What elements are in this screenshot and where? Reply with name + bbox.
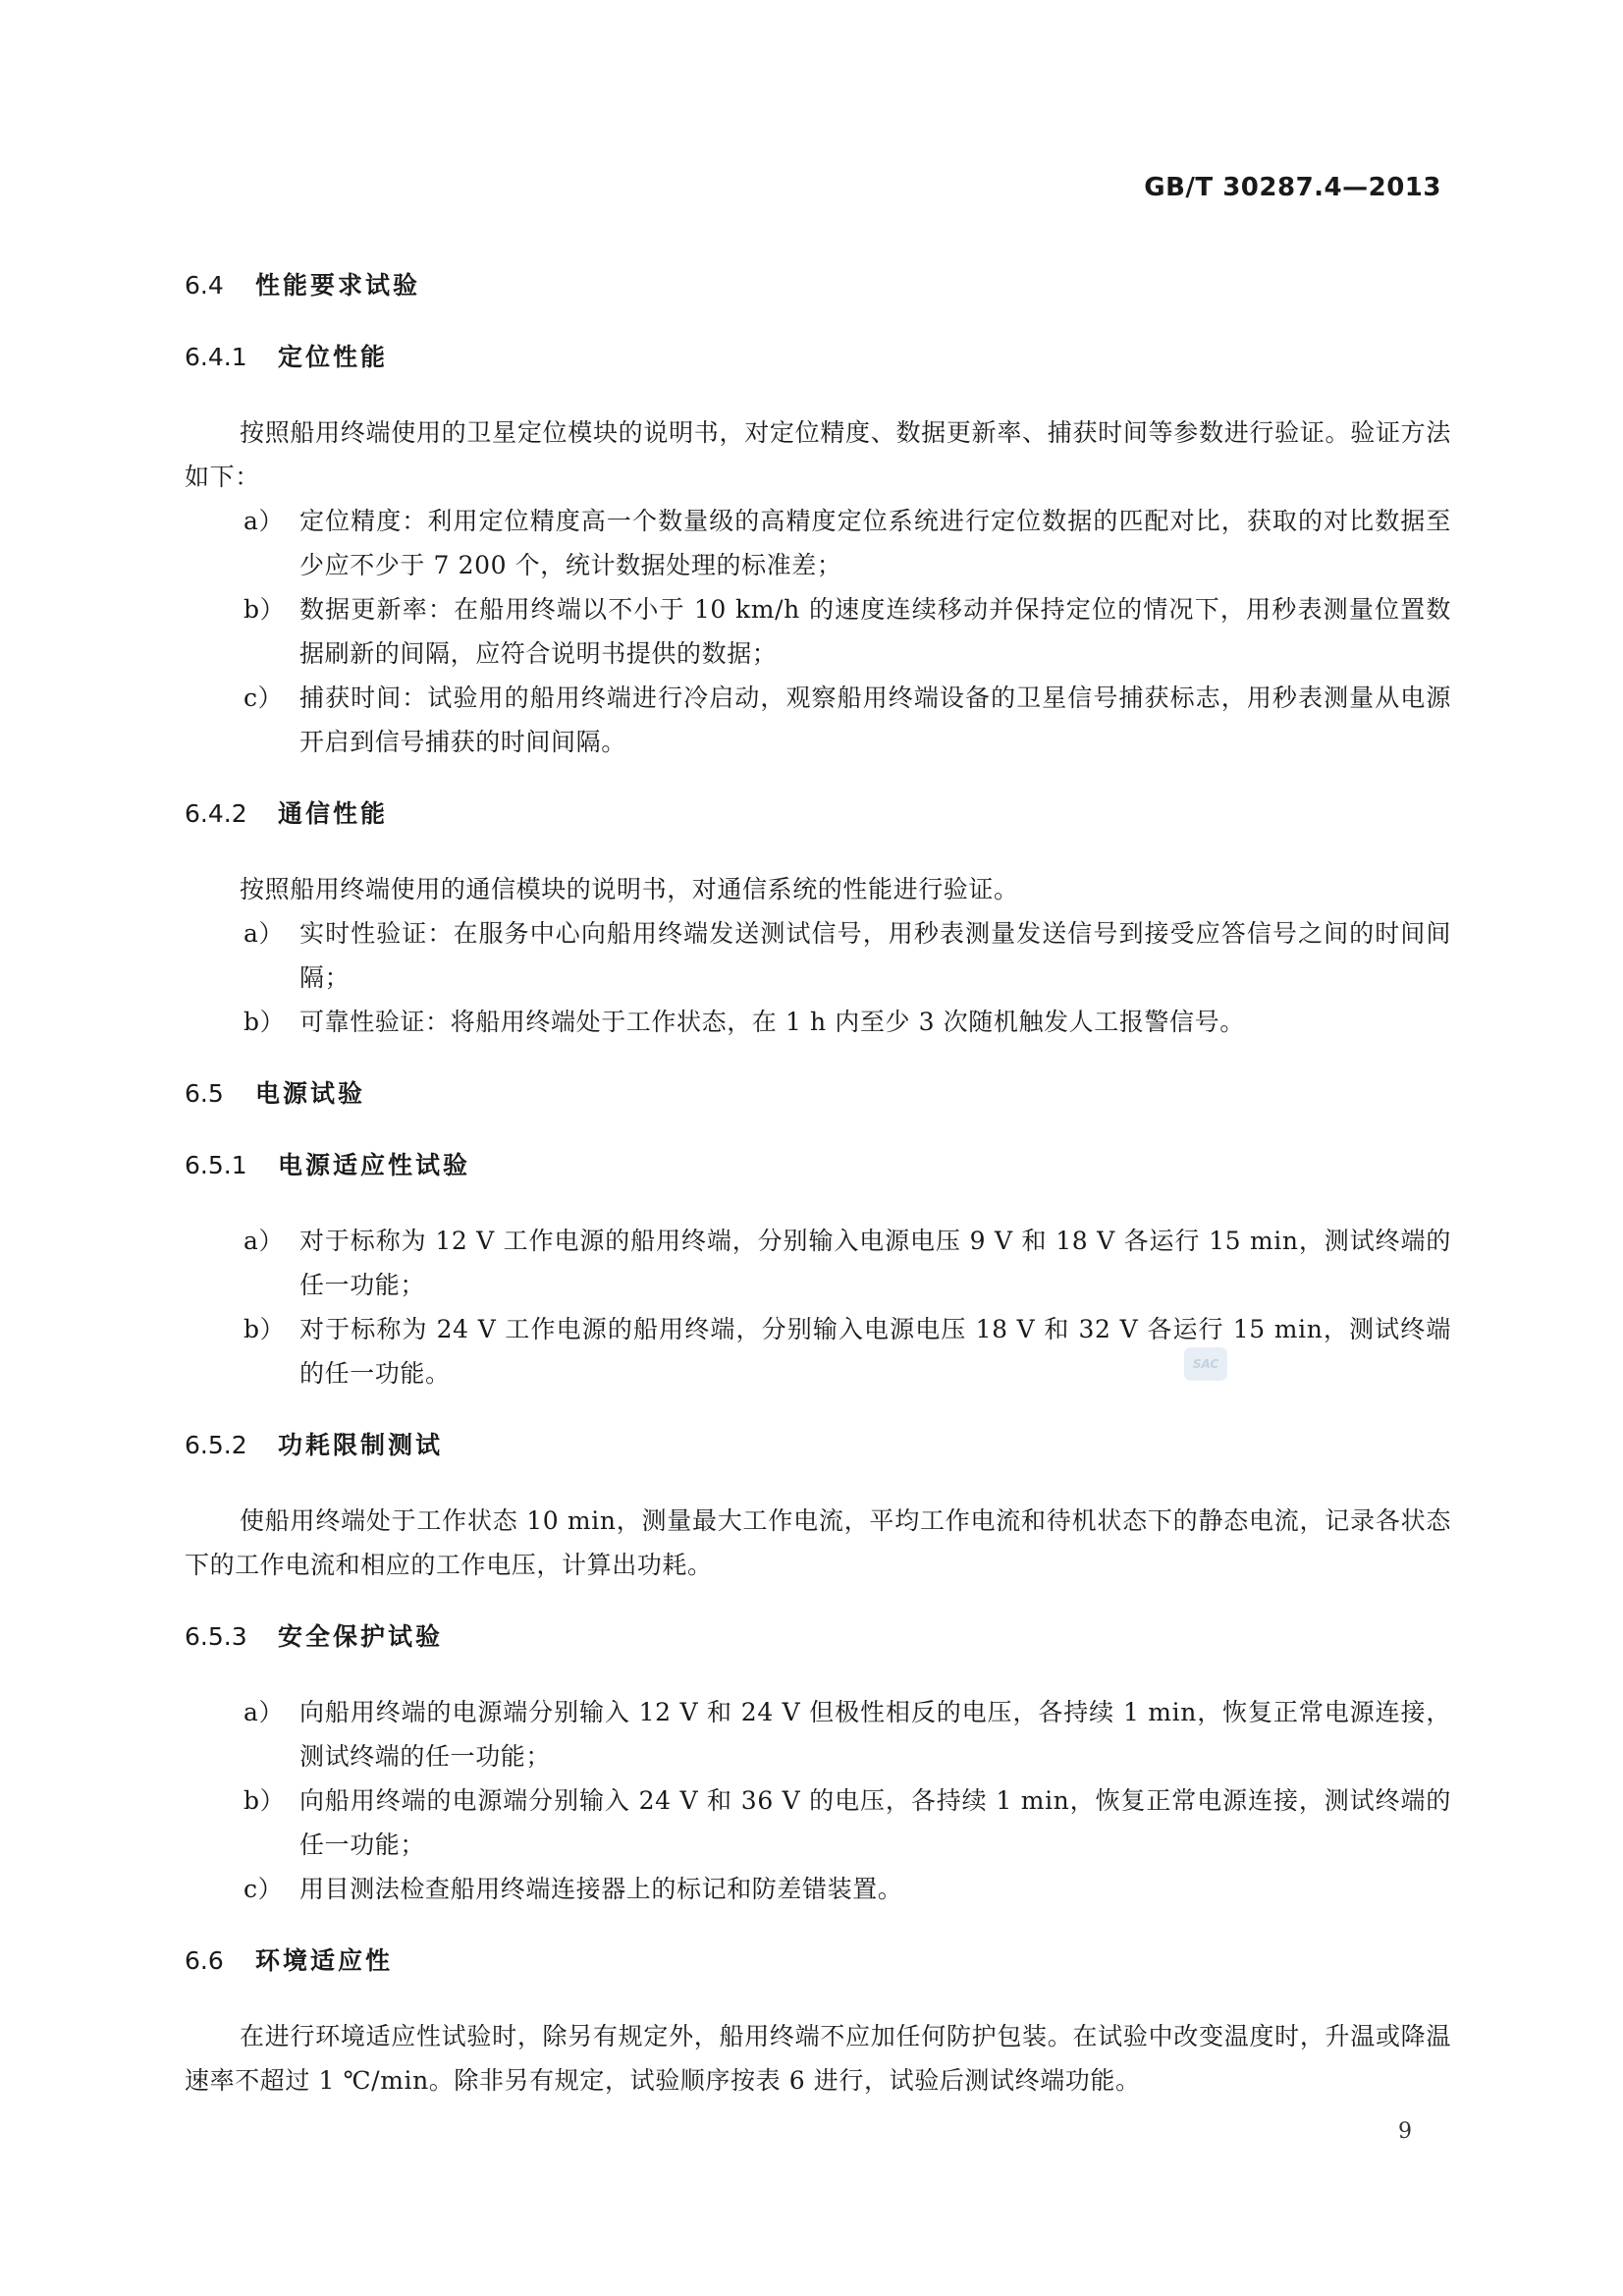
- list-item-text: 向船用终端的电源端分别输入 12 V 和 24 V 但极性相反的电压，各持续 1 min，恢复正常电源连接，测试终端的任一功能；: [299, 1698, 1451, 1771]
- list-item-label: c）: [243, 683, 284, 712]
- list-item-text: 用目测法检查船用终端连接器上的标记和防差错装置。: [299, 1875, 903, 1903]
- section-6-6-text: 在进行环境适应性试验时，除另有规定外，船用终端不应加任何防护包装。在试验中改变温度时，升温或降温速率不超过 1 ℃/min。除非另有规定，试验顺序按表 6 进行，试验后测试终端功能。: [185, 2022, 1451, 2095]
- list-item: [185, 1867, 1451, 1911]
- section-title: 通信性能: [278, 799, 389, 828]
- list-item-text: 向船用终端的电源端分别输入 24 V 和 36 V 的电压，各持续 1 min，恢复正常电源连接，测试终端的任一功能；: [299, 1786, 1451, 1859]
- list-item: [185, 1219, 1451, 1307]
- list-item-text: 对于标称为 12 V 工作电源的船用终端，分别输入电源电压 9 V 和 18 V 各运行 15 min，测试终端的任一功能；: [299, 1227, 1451, 1299]
- list-item-label: b）: [243, 595, 286, 624]
- list-item: [185, 676, 1451, 764]
- list-item-label: a）: [243, 507, 285, 535]
- section-title: 安全保护试验: [278, 1622, 444, 1651]
- list-item: [185, 587, 1451, 676]
- list-item-label: a）: [243, 1227, 285, 1255]
- section-6-6-heading: [185, 1939, 1451, 1983]
- list-item: [185, 1000, 1451, 1044]
- section-6-5-2-text: 使船用终端处于工作状态 10 min，测量最大工作电流，平均工作电流和待机状态下的静态电流，记录各状态下的工作电流和相应的工作电压，计算出功耗。: [185, 1506, 1451, 1579]
- list-item: [185, 1307, 1451, 1395]
- list-item-label: b）: [243, 1786, 286, 1815]
- section-number: 6.5.3: [185, 1622, 247, 1651]
- page-number: 9: [1398, 2119, 1412, 2144]
- section-title: 性能要求试验: [255, 271, 421, 300]
- section-number: 6.4: [185, 271, 224, 300]
- section-6-5-1-heading: [185, 1143, 1451, 1187]
- list-item-label: a）: [243, 1698, 285, 1726]
- list-item-label: c）: [243, 1875, 284, 1903]
- section-6-4-2-intro: 按照船用终端使用的通信模块的说明书，对通信系统的性能进行验证。: [240, 875, 1019, 903]
- list-item: [185, 911, 1451, 1000]
- section-title: 功耗限制测试: [278, 1431, 444, 1459]
- section-title: 电源适应性试验: [278, 1151, 471, 1179]
- list-item-text: 对于标称为 24 V 工作电源的船用终端，分别输入电源电压 18 V 和 32 V 各运行 15 min，测试终端的任一功能。: [299, 1315, 1451, 1388]
- section-6-4-1-intro: 按照船用终端使用的卫星定位模块的说明书，对定位精度、数据更新率、捕获时间等参数进行验证。验证方法如下：: [185, 418, 1451, 491]
- list-item-label: a）: [243, 919, 285, 948]
- section-number: 6.5.2: [185, 1431, 247, 1459]
- section-number: 6.4.1: [185, 343, 247, 371]
- list-item-text: 捕获时间：试验用的船用终端进行冷启动，观察船用终端设备的卫星信号捕获标志，用秒表测量从电源开启到信号捕获的时间间隔。: [299, 683, 1451, 756]
- section-6-5-2-heading: [185, 1423, 1451, 1467]
- section-number: 6.4.2: [185, 799, 247, 828]
- section-number: 6.5: [185, 1079, 224, 1108]
- section-title: 定位性能: [278, 343, 389, 371]
- page-content: [185, 263, 1451, 2103]
- list-item-label: b）: [243, 1315, 286, 1343]
- list-item-text: 可靠性验证：将船用终端处于工作状态，在 1 h 内至少 3 次随机触发人工报警信号。: [299, 1008, 1245, 1036]
- standard-code: GB/T 30287.4—2013: [1144, 173, 1441, 202]
- list-item: [185, 1778, 1451, 1867]
- section-6-5-3-heading: [185, 1614, 1451, 1659]
- section-6-4-1-heading: [185, 335, 1451, 379]
- section-6-5-heading: [185, 1071, 1451, 1116]
- list-item-label: b）: [243, 1008, 286, 1036]
- section-title: 电源试验: [255, 1079, 366, 1108]
- sac-watermark-logo: SAC: [1184, 1347, 1227, 1381]
- section-number: 6.5.1: [185, 1151, 247, 1179]
- list-item-text: 实时性验证：在服务中心向船用终端发送测试信号，用秒表测量发送信号到接受应答信号之间的时间间隔；: [299, 919, 1451, 992]
- list-item-text: 数据更新率：在船用终端以不小于 10 km/h 的速度连续移动并保持定位的情况下，用秒表测量位置数据刷新的间隔，应符合说明书提供的数据；: [299, 595, 1451, 668]
- list-item: [185, 499, 1451, 587]
- section-6-4-heading: [185, 263, 1451, 307]
- list-item-text: 定位精度：利用定位精度高一个数量级的高精度定位系统进行定位数据的匹配对比，获取的对比数据至少应不少于 7 200 个，统计数据处理的标准差；: [299, 507, 1451, 579]
- section-number: 6.6: [185, 1946, 224, 1975]
- list-item: [185, 1690, 1451, 1778]
- section-title: 环境适应性: [255, 1946, 394, 1975]
- section-6-4-2-heading: [185, 792, 1451, 836]
